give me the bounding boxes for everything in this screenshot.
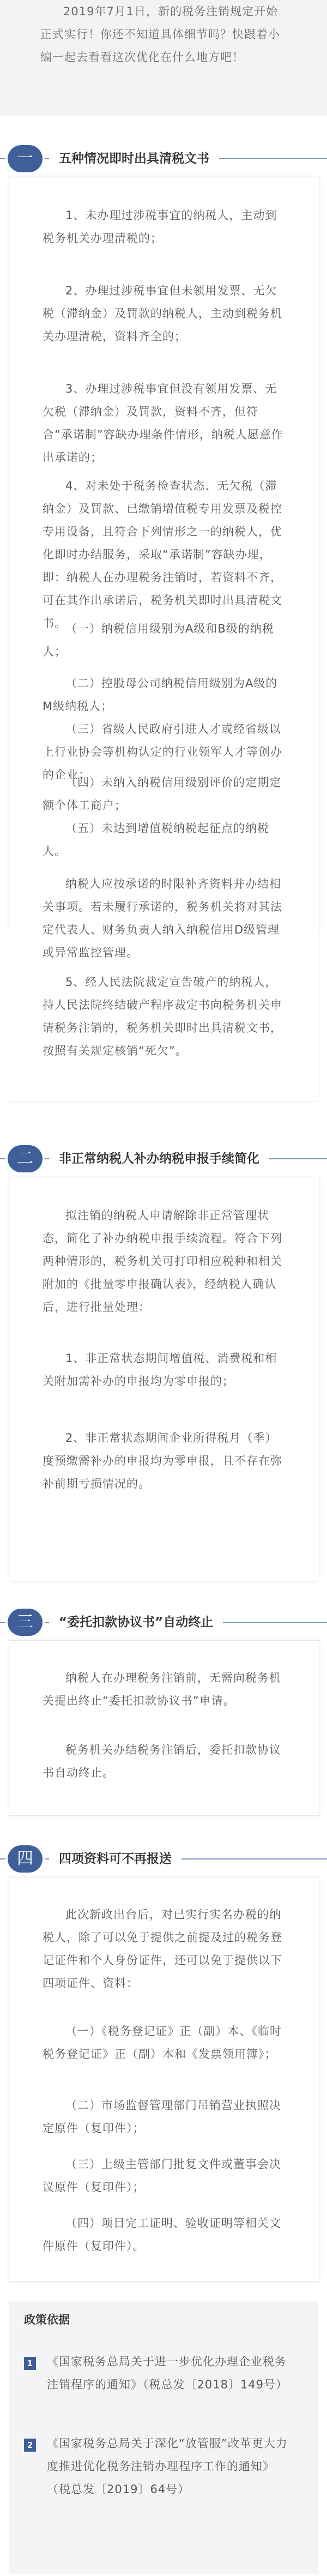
paragraph: 1、未办理过涉税事宜的纳税人，主动到税务机关办理清税的；	[43, 209, 277, 245]
paragraph: 4、对未处于税务检查状态、无欠税（滞纳金）及罚款、已缴销增值税专用发票及税控专用设备，且符合下列情形之一的纳税人，优化即时办结服务，采取“承诺制”容缺办理，即：纳税人在办理税务注销时，若资料不齐，可在其作出承诺后，税务机关即时出具清税文书。	[43, 479, 282, 630]
paragraph: （五）未达到增值税纳税起征点的纳税人。	[43, 822, 269, 858]
section-number: 四	[8, 1845, 43, 1873]
section-title: “委托扣款协议书”自动终止	[49, 1611, 223, 1633]
paragraph: 纳税人在办理税务注销前，无需向税务机关提出终止“委托扣款协议书”申请。	[43, 1671, 281, 1707]
paragraph: 3、办理过涉税事宜但没有领用发票、无欠税（滞纳金）及罚款，资料不齐，但符合“承诺制”容缺办理条件情形，纳税人愿意作出承诺的；	[43, 382, 283, 464]
policy-badge: 2	[24, 2439, 36, 2452]
policy-item: 《国家税务总局关于深化“放管服”改革更大力度推进优化税务注销办理程序工作的通知》（税总发〔2019〕64号）	[47, 2437, 288, 2496]
policy-item: 《国家税务总局关于进一步优化办理企业税务注销程序的通知》（税总发〔2018〕149号）	[47, 2355, 288, 2391]
paragraph: 纳税人应按承诺的时限补齐资料并办结相关事项。若未履行承诺的，税务机关将对其法定代表人、财务负责人纳入纳税信用D级管理或异常监控管理。	[43, 877, 282, 959]
paragraph: 2、办理过涉税事宜但未领用发票、无欠税（滞纳金）及罚款的纳税人，主动到税务机关办理清税，资料齐全的；	[43, 284, 282, 343]
paragraph: 1、非正常状态期间增值税、消费税和相关附加需补办的申报均为零申报的；	[43, 1352, 277, 1388]
policy-title: 政策依据	[24, 2313, 70, 2326]
paragraph: 5、经人民法院裁定宣告破产的纳税人，持人民法院终结破产程序裁定书向税务机关申请税务注销的，税务机关即时出具清税文书，按照有关规定核销“死欠”。	[43, 976, 282, 1057]
paragraph: （一）纳税信用级别为A级和B级的纳税人；	[43, 622, 274, 658]
section-title: 非正常纳税人补办纳税申报手续简化	[49, 1148, 269, 1170]
section-header-3	[0, 1603, 327, 1641]
intro-block	[0, 0, 327, 116]
paragraph: （二）控股母公司纳税信用级别为A级的M级纳税人；	[43, 677, 278, 713]
section-number: 二	[8, 1145, 43, 1172]
section-header-4	[0, 1840, 327, 1878]
policy-badge: 1	[24, 2357, 36, 2370]
paragraph: 此次新政出台后，对已实行实名办税的纳税人，除了可以免于提供之前提及过的税务登记证件和个人身份证件，还可以免于提供以下四项证件、资料：	[43, 1908, 282, 1990]
paragraph: 2、非正常状态期间企业所得税月（季）度预缴需补办的申报均为零申报，且不存在弥补前期亏损情况的。	[43, 1431, 282, 1490]
policy-box	[9, 2301, 318, 2574]
paragraph: （一）《税务登记证》正（副）本、《临时税务登记证》正（副）本和《发票领用簿》；	[43, 2025, 282, 2061]
paragraph: （二）市场监督管理部门吊销营业执照决定原件（复印件）；	[43, 2099, 281, 2135]
paragraph: （三）省级人民政府引进人才或经省级以上行业协会等机构认定的行业领军人才等创办的企业；	[43, 723, 282, 781]
section-header-1	[0, 140, 327, 178]
paragraph: （三）上级主管部门批复文件或董事会决议原件（复印件）；	[43, 2158, 281, 2194]
section-title: 五种情况即时出具清税文书	[49, 148, 219, 170]
section-title: 四项资料可不再报送	[49, 1848, 181, 1870]
intro-text: 2019年7月1日，新的税务注销规定开始正式实行！你还不知道具体细节吗？快跟着小编一起去看看这次优化在什么地方吧！	[40, 5, 280, 64]
paragraph: （四）未纳入纳税信用级别评价的定期定额个体工商户；	[43, 776, 281, 812]
paragraph: 拟注销的纳税人申请解除非正常管理状态，简化了补办纳税申报手续流程。符合下列两种情形的，税务机关可打印相应税种和相关附加的《批量零申报确认表》，经纳税人确认后，进行批量处理：	[43, 1209, 282, 1314]
paragraph: 税务机关办结税务注销后，委托扣款协议书自动终止。	[43, 1743, 281, 1779]
section-number: 一	[8, 145, 43, 172]
paragraph: （四）项目完工证明、验收证明等相关文件原件（复印件）。	[43, 2217, 281, 2253]
section-header-2	[0, 1140, 327, 1178]
section-number: 三	[8, 1609, 43, 1636]
